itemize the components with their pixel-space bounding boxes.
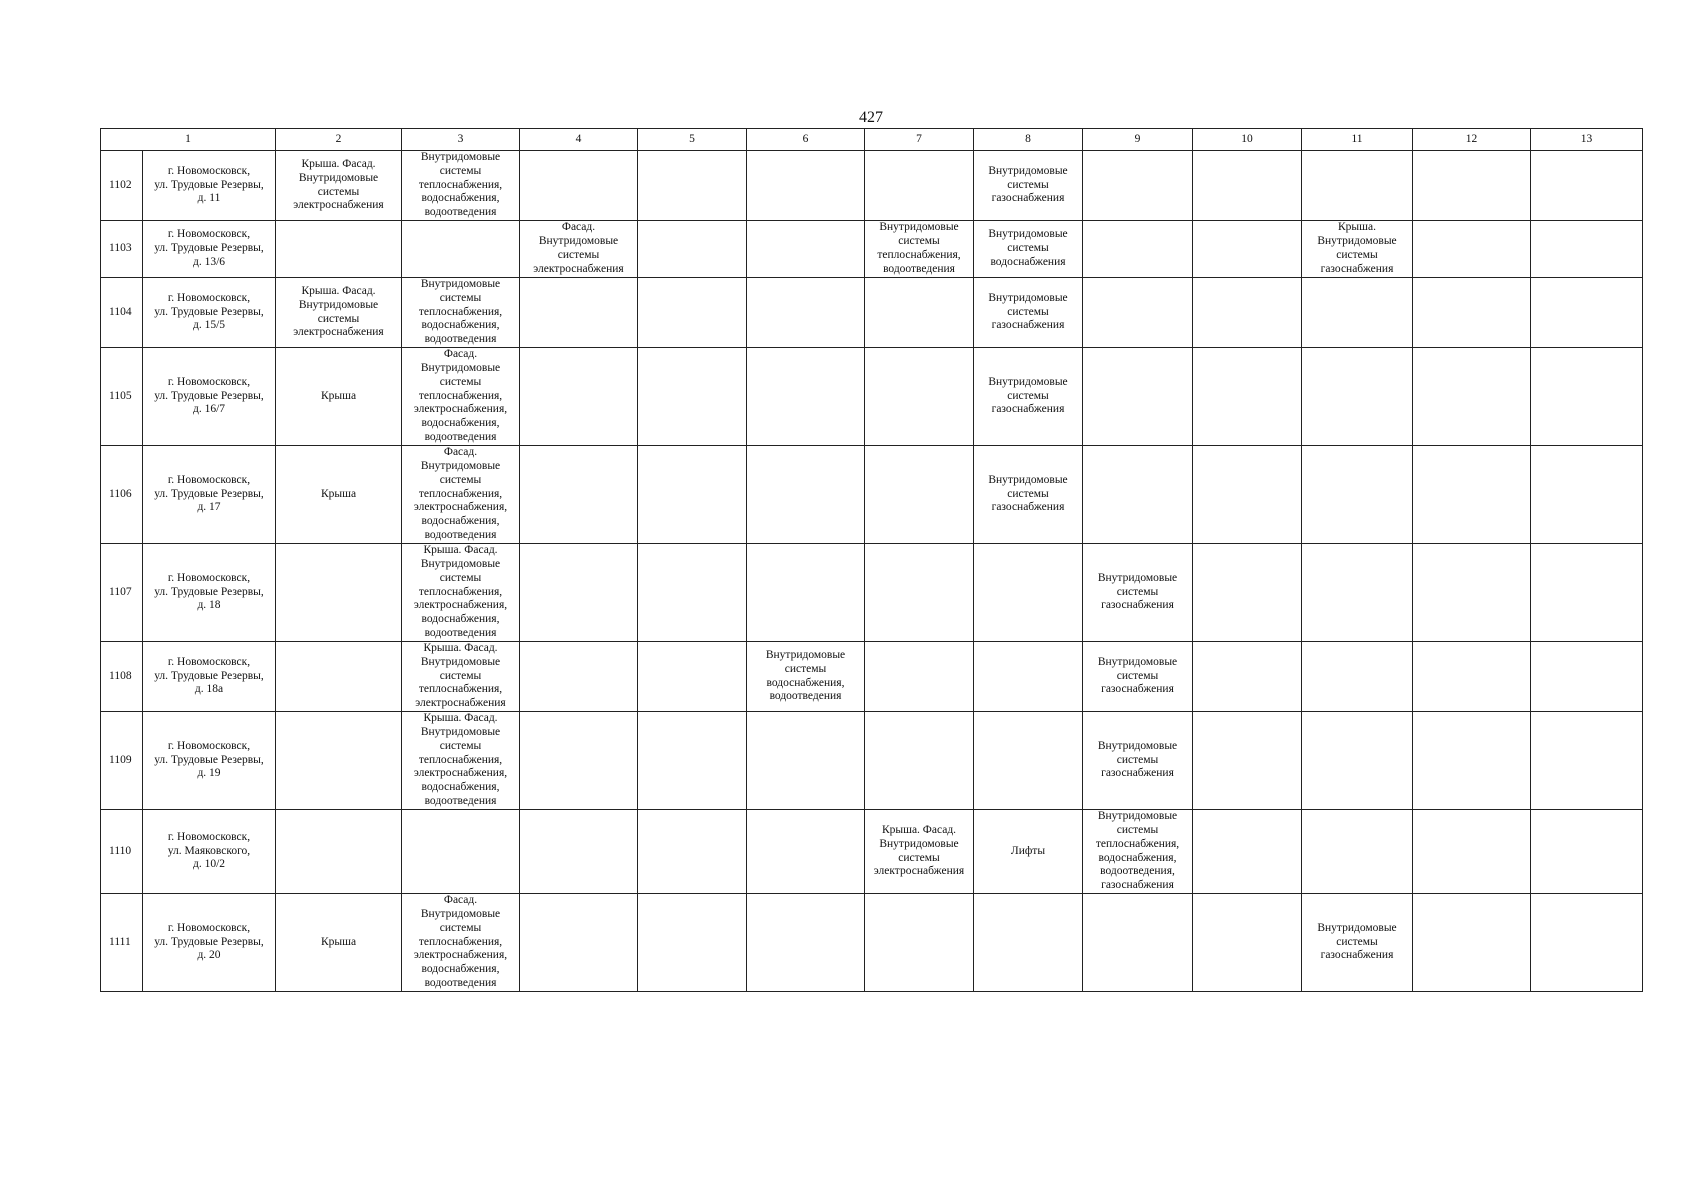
work-cell-col-10 (1193, 544, 1302, 642)
work-cell-col-13 (1531, 544, 1643, 642)
column-header: 5 (638, 129, 747, 151)
page-number: 427 (859, 109, 883, 126)
table-row (101, 221, 1643, 278)
work-cell-col-3 (402, 810, 520, 894)
work-cell-col-12 (1413, 221, 1531, 278)
work-cell-col-13 (1531, 278, 1643, 348)
work-cell-col-11 (1302, 712, 1413, 810)
address-cell: г. Новомосковск, ул. Трудовые Резервы, д. 19 (143, 712, 276, 810)
work-cell-col-4 (520, 446, 638, 544)
work-cell-col-10 (1193, 151, 1302, 221)
address-cell: г. Новомосковск, ул. Трудовые Резервы, д. 16/7 (143, 348, 276, 446)
address-cell: г. Новомосковск, ул. Трудовые Резервы, д. 11 (143, 151, 276, 221)
capital-repair-table (100, 128, 1643, 992)
work-cell-col-9 (1083, 348, 1193, 446)
work-cell-col-5 (638, 348, 747, 446)
work-cell-col-8 (974, 642, 1083, 712)
work-cell-col-11 (1302, 151, 1413, 221)
work-cell-col-7 (865, 544, 974, 642)
work-cell-col-10 (1193, 894, 1302, 992)
table-row (101, 894, 1643, 992)
work-cell-col-13 (1531, 712, 1643, 810)
work-cell-col-11: Крыша. Внутридомовые системы газоснабжения (1302, 221, 1413, 278)
work-cell-col-12 (1413, 446, 1531, 544)
work-cell-col-6 (747, 810, 865, 894)
column-header: 3 (402, 129, 520, 151)
work-cell-col-6 (747, 151, 865, 221)
work-cell-col-3 (402, 221, 520, 278)
work-cell-col-9: Внутридомовые системы теплоснабжения, водоснабжения, водоотведения, газоснабжения (1083, 810, 1193, 894)
work-cell-col-9 (1083, 894, 1193, 992)
work-cell-col-6 (747, 278, 865, 348)
column-header: 11 (1302, 129, 1413, 151)
work-cell-col-4: Фасад. Внутридомовые системы электроснабжения (520, 221, 638, 278)
work-cell-col-12 (1413, 544, 1531, 642)
work-cell-col-12 (1413, 712, 1531, 810)
table-row (101, 348, 1643, 446)
row-number-cell: 1107 (101, 544, 143, 642)
work-cell-col-9: Внутридомовые системы газоснабжения (1083, 544, 1193, 642)
work-cell-col-3: Крыша. Фасад. Внутридомовые системы теплоснабжения, электроснабжения (402, 642, 520, 712)
work-cell-col-8 (974, 544, 1083, 642)
column-header: 7 (865, 129, 974, 151)
column-header: 12 (1413, 129, 1531, 151)
work-cell-col-12 (1413, 810, 1531, 894)
row-number-cell: 1109 (101, 712, 143, 810)
work-cell-col-9 (1083, 151, 1193, 221)
column-header: 2 (276, 129, 402, 151)
work-cell-col-7: Крыша. Фасад. Внутридомовые системы электроснабжения (865, 810, 974, 894)
work-cell-col-6 (747, 348, 865, 446)
row-number-cell: 1104 (101, 278, 143, 348)
work-cell-col-13 (1531, 221, 1643, 278)
work-cell-col-2 (276, 810, 402, 894)
work-cell-col-13 (1531, 348, 1643, 446)
work-cell-col-11 (1302, 446, 1413, 544)
work-cell-col-5 (638, 642, 747, 712)
work-cell-col-3: Внутридомовые системы теплоснабжения, водоснабжения, водоотведения (402, 278, 520, 348)
work-cell-col-10 (1193, 642, 1302, 712)
work-cell-col-12 (1413, 894, 1531, 992)
work-cell-col-4 (520, 712, 638, 810)
work-cell-col-13 (1531, 642, 1643, 712)
work-cell-col-8: Лифты (974, 810, 1083, 894)
work-cell-col-3: Крыша. Фасад. Внутридомовые системы теплоснабжения, электроснабжения, водоснабжения, водоотведения (402, 544, 520, 642)
work-cell-col-11 (1302, 642, 1413, 712)
work-cell-col-12 (1413, 151, 1531, 221)
work-cell-col-11 (1302, 278, 1413, 348)
table-body (101, 151, 1643, 992)
work-cell-col-10 (1193, 446, 1302, 544)
address-cell: г. Новомосковск, ул. Трудовые Резервы, д. 18 (143, 544, 276, 642)
work-cell-col-9: Внутридомовые системы газоснабжения (1083, 642, 1193, 712)
address-cell: г. Новомосковск, ул. Трудовые Резервы, д. 13/6 (143, 221, 276, 278)
row-number-cell: 1111 (101, 894, 143, 992)
work-cell-col-5 (638, 544, 747, 642)
work-cell-col-4 (520, 642, 638, 712)
work-cell-col-6 (747, 446, 865, 544)
work-cell-col-7 (865, 151, 974, 221)
work-cell-col-11 (1302, 544, 1413, 642)
work-cell-col-7 (865, 642, 974, 712)
address-cell: г. Новомосковск, ул. Трудовые Резервы, д. 15/5 (143, 278, 276, 348)
work-cell-col-2: Крыша (276, 348, 402, 446)
work-cell-col-8: Внутридомовые системы газоснабжения (974, 446, 1083, 544)
address-cell: г. Новомосковск, ул. Маяковского, д. 10/2 (143, 810, 276, 894)
column-header: 8 (974, 129, 1083, 151)
work-cell-col-10 (1193, 221, 1302, 278)
work-cell-col-8: Внутридомовые системы газоснабжения (974, 278, 1083, 348)
row-number-cell: 1110 (101, 810, 143, 894)
table-row (101, 278, 1643, 348)
work-cell-col-13 (1531, 446, 1643, 544)
row-number-cell: 1105 (101, 348, 143, 446)
work-cell-col-2 (276, 642, 402, 712)
work-cell-col-6 (747, 894, 865, 992)
work-cell-col-2: Крыша. Фасад. Внутридомовые системы электроснабжения (276, 278, 402, 348)
work-cell-col-13 (1531, 810, 1643, 894)
work-cell-col-2: Крыша (276, 446, 402, 544)
column-header: 13 (1531, 129, 1643, 151)
table-row (101, 712, 1643, 810)
column-header: 10 (1193, 129, 1302, 151)
table-row (101, 544, 1643, 642)
work-cell-col-5 (638, 446, 747, 544)
work-cell-col-3: Крыша. Фасад. Внутридомовые системы теплоснабжения, электроснабжения, водоснабжения, водоотведения (402, 712, 520, 810)
row-number-cell: 1102 (101, 151, 143, 221)
work-cell-col-10 (1193, 348, 1302, 446)
work-cell-col-11 (1302, 348, 1413, 446)
work-cell-col-3: Внутридомовые системы теплоснабжения, водоснабжения, водоотведения (402, 151, 520, 221)
work-cell-col-3: Фасад. Внутридомовые системы теплоснабжения, электроснабжения, водоснабжения, водоотведения (402, 446, 520, 544)
work-cell-col-9 (1083, 221, 1193, 278)
column-header: 9 (1083, 129, 1193, 151)
work-cell-col-7 (865, 348, 974, 446)
table-row (101, 151, 1643, 221)
work-cell-col-10 (1193, 278, 1302, 348)
work-cell-col-8 (974, 894, 1083, 992)
work-cell-col-9 (1083, 446, 1193, 544)
work-cell-col-7: Внутридомовые системы теплоснабжения, водоотведения (865, 221, 974, 278)
work-cell-col-5 (638, 278, 747, 348)
row-number-cell: 1108 (101, 642, 143, 712)
row-number-cell: 1103 (101, 221, 143, 278)
work-cell-col-4 (520, 348, 638, 446)
work-cell-col-5 (638, 894, 747, 992)
work-cell-col-7 (865, 712, 974, 810)
work-cell-col-6: Внутридомовые системы водоснабжения, водоотведения (747, 642, 865, 712)
work-cell-col-2 (276, 712, 402, 810)
work-cell-col-10 (1193, 712, 1302, 810)
column-header: 1 (101, 129, 276, 151)
table-row (101, 810, 1643, 894)
work-cell-col-4 (520, 894, 638, 992)
work-cell-col-7 (865, 894, 974, 992)
work-cell-col-12 (1413, 278, 1531, 348)
work-cell-col-8: Внутридомовые системы водоснабжения (974, 221, 1083, 278)
work-cell-col-2 (276, 221, 402, 278)
work-cell-col-2: Крыша. Фасад. Внутридомовые системы электроснабжения (276, 151, 402, 221)
table-row (101, 446, 1643, 544)
work-cell-col-7 (865, 446, 974, 544)
work-cell-col-5 (638, 712, 747, 810)
work-cell-col-12 (1413, 348, 1531, 446)
work-cell-col-5 (638, 151, 747, 221)
work-cell-col-7 (865, 278, 974, 348)
work-cell-col-6 (747, 221, 865, 278)
work-cell-col-3: Фасад. Внутридомовые системы теплоснабжения, электроснабжения, водоснабжения, водоотведения (402, 348, 520, 446)
work-cell-col-12 (1413, 642, 1531, 712)
work-cell-col-2: Крыша (276, 894, 402, 992)
address-cell: г. Новомосковск, ул. Трудовые Резервы, д. 18а (143, 642, 276, 712)
work-cell-col-11 (1302, 810, 1413, 894)
address-cell: г. Новомосковск, ул. Трудовые Резервы, д. 17 (143, 446, 276, 544)
work-cell-col-9: Внутридомовые системы газоснабжения (1083, 712, 1193, 810)
work-cell-col-4 (520, 278, 638, 348)
work-cell-col-13 (1531, 151, 1643, 221)
work-cell-col-4 (520, 544, 638, 642)
address-cell: г. Новомосковск, ул. Трудовые Резервы, д. 20 (143, 894, 276, 992)
work-cell-col-13 (1531, 894, 1643, 992)
table-row (101, 642, 1643, 712)
column-number-row (101, 129, 1643, 151)
work-cell-col-6 (747, 544, 865, 642)
work-cell-col-9 (1083, 278, 1193, 348)
work-cell-col-5 (638, 810, 747, 894)
work-cell-col-3: Фасад. Внутридомовые системы теплоснабжения, электроснабжения, водоснабжения, водоотведения (402, 894, 520, 992)
work-cell-col-8: Внутридомовые системы газоснабжения (974, 348, 1083, 446)
work-cell-col-4 (520, 810, 638, 894)
work-cell-col-2 (276, 544, 402, 642)
work-cell-col-6 (747, 712, 865, 810)
row-number-cell: 1106 (101, 446, 143, 544)
column-header: 4 (520, 129, 638, 151)
work-cell-col-4 (520, 151, 638, 221)
work-cell-col-11: Внутридомовые системы газоснабжения (1302, 894, 1413, 992)
work-cell-col-5 (638, 221, 747, 278)
work-cell-col-8 (974, 712, 1083, 810)
work-cell-col-10 (1193, 810, 1302, 894)
column-header: 6 (747, 129, 865, 151)
work-cell-col-8: Внутридомовые системы газоснабжения (974, 151, 1083, 221)
